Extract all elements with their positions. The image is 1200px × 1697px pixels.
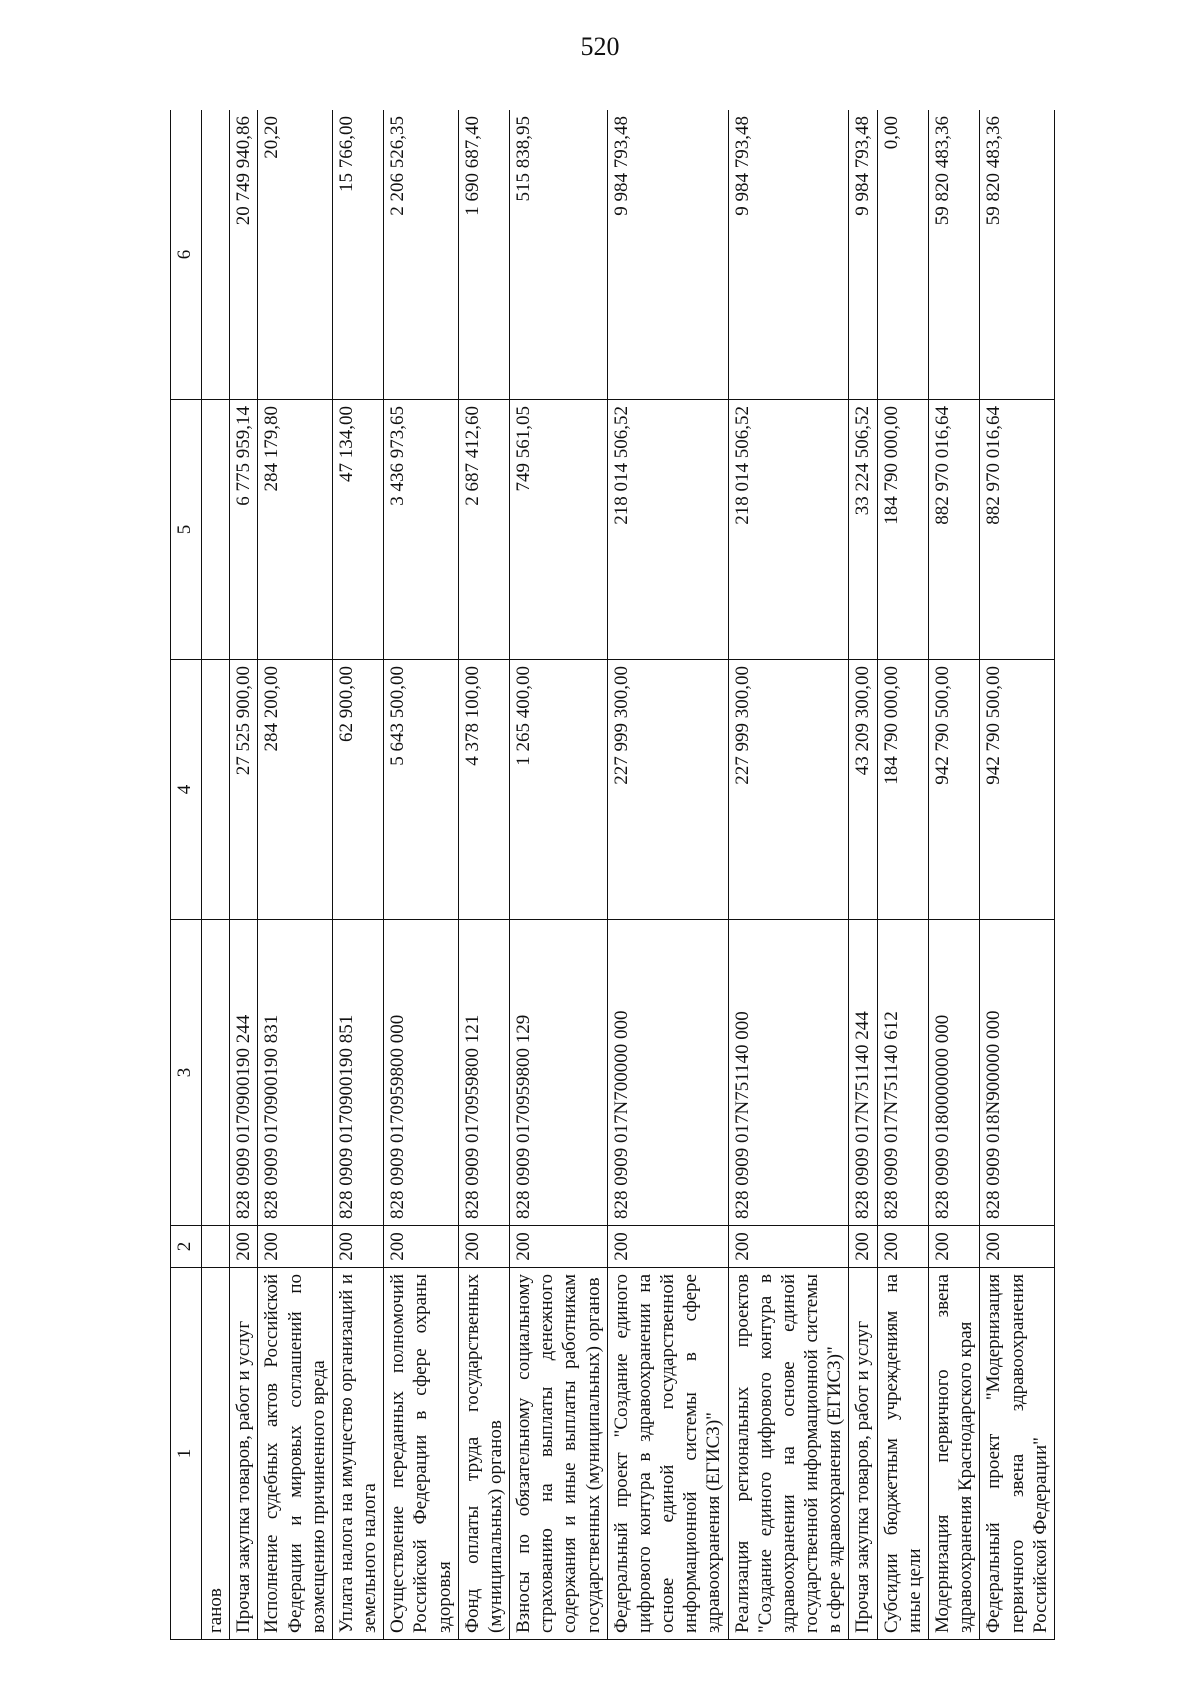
row-col2-cell: 200 [607, 1226, 728, 1268]
row-col6-cell: 9 984 793,48 [728, 110, 849, 400]
row-col5-cell: 218 014 506,52 [728, 400, 849, 660]
table-row [928, 110, 979, 1640]
row-name-cell: Осуществление переданных полномочий Российской Федерации в сфере охраны здоровья [384, 1268, 459, 1640]
budget-table [170, 110, 1055, 1640]
row-col2-cell: 200 [510, 1226, 608, 1268]
row-col4-cell: 1 265 400,00 [510, 660, 608, 920]
table-body [202, 110, 1055, 1640]
table-row [510, 110, 608, 1640]
table-row [384, 110, 459, 1640]
row-col6-cell: 515 838,95 [510, 110, 608, 400]
table-row [258, 110, 333, 1640]
row-col6-cell: 15 766,00 [332, 110, 383, 400]
continuation-empty-cell [202, 110, 230, 400]
table-row [980, 110, 1055, 1640]
row-col4-cell: 27 525 900,00 [230, 660, 258, 920]
row-col2-cell: 200 [849, 1226, 877, 1268]
row-name-cell: Исполнение судебных актов Российской Федерации и мировых соглашений по возмещению причиненного вреда [258, 1268, 333, 1640]
table-row [877, 110, 928, 1640]
row-col4-cell: 284 200,00 [258, 660, 333, 920]
row-col5-cell: 882 970 016,64 [980, 400, 1055, 660]
continuation-empty-cell [202, 1226, 230, 1268]
row-col4-cell: 227 999 300,00 [728, 660, 849, 920]
table-row [458, 110, 509, 1640]
row-code-cell: 828 0909 0170900190 831 [258, 920, 333, 1226]
row-col2-cell: 200 [230, 1226, 258, 1268]
row-col2-cell: 200 [728, 1226, 849, 1268]
row-code-cell: 828 0909 018N900000 000 [980, 920, 1055, 1226]
row-code-cell: 828 0909 0170959800 121 [458, 920, 509, 1226]
row-code-cell: 828 0909 0170959800 129 [510, 920, 608, 1226]
row-col5-cell: 3 436 973,65 [384, 400, 459, 660]
row-col5-cell: 218 014 506,52 [607, 400, 728, 660]
row-col5-cell: 184 790 000,00 [877, 400, 928, 660]
row-col5-cell: 2 687 412,60 [458, 400, 509, 660]
continuation-empty-cell [202, 920, 230, 1226]
row-col5-cell: 6 775 959,14 [230, 400, 258, 660]
table-row [332, 110, 383, 1640]
row-col2-cell: 200 [458, 1226, 509, 1268]
header-col-1: 1 [171, 1268, 202, 1640]
row-col5-cell: 47 134,00 [332, 400, 383, 660]
header-col-2: 2 [171, 1226, 202, 1268]
row-col5-cell: 882 970 016,64 [928, 400, 979, 660]
row-col6-cell: 1 690 687,40 [458, 110, 509, 400]
row-code-cell: 828 0909 0170900190 851 [332, 920, 383, 1226]
header-col-4: 4 [171, 660, 202, 920]
rotated-table-frame [170, 110, 1070, 1640]
row-col4-cell: 4 378 100,00 [458, 660, 509, 920]
row-code-cell: 828 0909 017N700000 000 [607, 920, 728, 1226]
row-name-cell: Взносы по обязательному социальному страхованию на выплаты денежного содержания и иные выплаты работникам государственных (муниципальных) органов [510, 1268, 608, 1640]
row-name-cell: Прочая закупка товаров, работ и услуг [230, 1268, 258, 1640]
row-col5-cell: 284 179,80 [258, 400, 333, 660]
header-col-3: 3 [171, 920, 202, 1226]
row-col4-cell: 942 790 500,00 [980, 660, 1055, 920]
row-col2-cell: 200 [928, 1226, 979, 1268]
table-row [607, 110, 728, 1640]
row-name-cell: Федеральный проект "Создание единого цифрового контура в здравоохранении на основе единой государственной информационной системы в сфере здравоохранения (ЕГИСЗ)" [607, 1268, 728, 1640]
header-col-5: 5 [171, 400, 202, 660]
row-col4-cell: 5 643 500,00 [384, 660, 459, 920]
row-col2-cell: 200 [877, 1226, 928, 1268]
row-code-cell: 828 0909 0180000000 000 [928, 920, 979, 1226]
header-col-6: 6 [171, 110, 202, 400]
row-col5-cell: 33 224 506,52 [849, 400, 877, 660]
row-col6-cell: 9 984 793,48 [849, 110, 877, 400]
row-col4-cell: 43 209 300,00 [849, 660, 877, 920]
row-name-cell: Фонд оплаты труда государственных (муниципальных) органов [458, 1268, 509, 1640]
row-col6-cell: 59 820 483,36 [928, 110, 979, 400]
rotated-table-content [170, 110, 1070, 1640]
row-code-cell: 828 0909 017N751140 000 [728, 920, 849, 1226]
table-row [728, 110, 849, 1640]
row-col6-cell: 59 820 483,36 [980, 110, 1055, 400]
row-col6-cell: 20,20 [258, 110, 333, 400]
row-name-cell: Реализация региональных проектов "Создание единого цифрового контура в здравоохранении на основе единой государственной информационной системы в сфере здравоохранения (ЕГИСЗ)" [728, 1268, 849, 1640]
row-col6-cell: 0,00 [877, 110, 928, 400]
row-col2-cell: 200 [384, 1226, 459, 1268]
row-col4-cell: 942 790 500,00 [928, 660, 979, 920]
page-number: 520 [580, 32, 620, 61]
row-col5-cell: 749 561,05 [510, 400, 608, 660]
row-col2-cell: 200 [980, 1226, 1055, 1268]
row-col4-cell: 184 790 000,00 [877, 660, 928, 920]
table-row [849, 110, 877, 1640]
continuation-text: ганов [202, 1268, 230, 1640]
row-col2-cell: 200 [258, 1226, 333, 1268]
continuation-empty-cell [202, 400, 230, 660]
continuation-empty-cell [202, 660, 230, 920]
table-row [230, 110, 258, 1640]
row-code-cell: 828 0909 017N751140 244 [849, 920, 877, 1226]
table-header-row [171, 110, 202, 1640]
row-name-cell: Уплата налога на имущество организаций и земельного налога [332, 1268, 383, 1640]
row-name-cell: Модернизация первичного звена здравоохранения Краснодарского края [928, 1268, 979, 1640]
row-col6-cell: 2 206 526,35 [384, 110, 459, 400]
row-name-cell: Федеральный проект "Модернизация первичного звена здравоохранения Российской Федерации" [980, 1268, 1055, 1640]
row-col6-cell: 20 749 940,86 [230, 110, 258, 400]
row-name-cell: Субсидии бюджетным учреждениям на иные цели [877, 1268, 928, 1640]
row-name-cell: Прочая закупка товаров, работ и услуг [849, 1268, 877, 1640]
row-col4-cell: 62 900,00 [332, 660, 383, 920]
row-col4-cell: 227 999 300,00 [607, 660, 728, 920]
row-code-cell: 828 0909 0170959800 000 [384, 920, 459, 1226]
row-code-cell: 828 0909 017N751140 612 [877, 920, 928, 1226]
row-col2-cell: 200 [332, 1226, 383, 1268]
row-col6-cell: 9 984 793,48 [607, 110, 728, 400]
row-code-cell: 828 0909 0170900190 244 [230, 920, 258, 1226]
continuation-row [202, 110, 230, 1640]
